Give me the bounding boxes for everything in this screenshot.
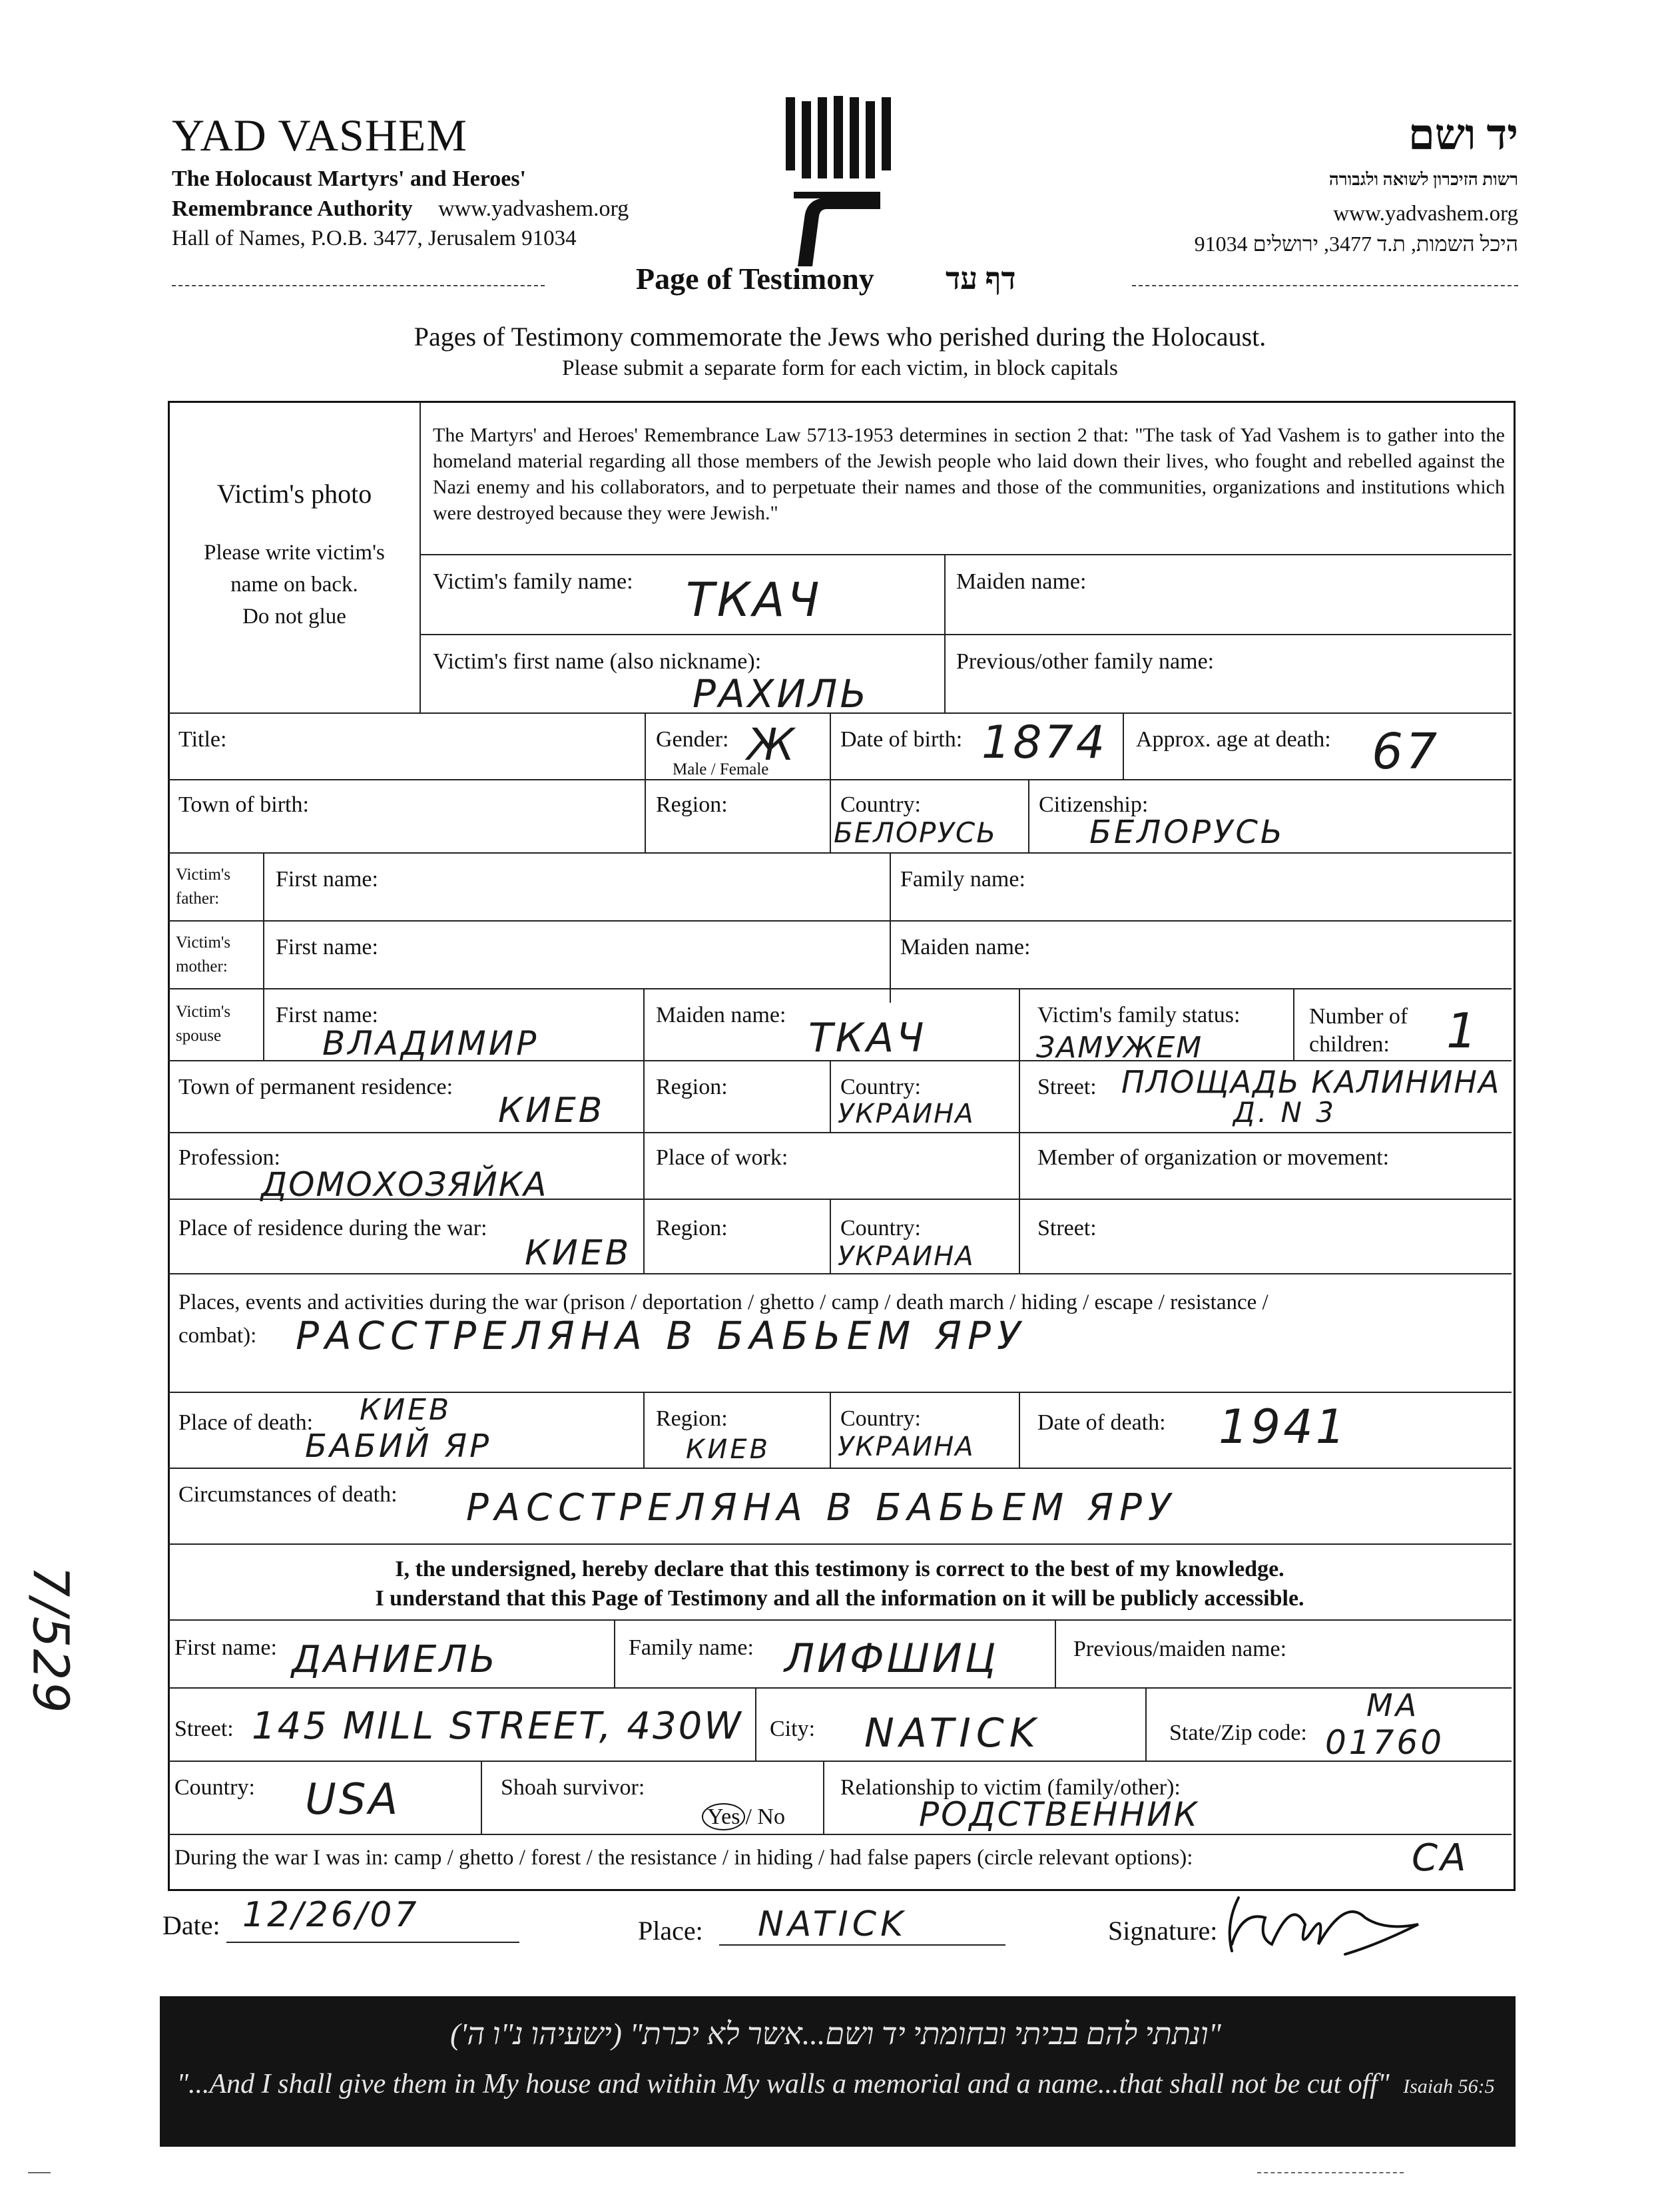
member-label: Member of organization or movement:: [1037, 1145, 1390, 1170]
intro-line-2: Please submit a separate form for each victim, in block capitals: [562, 356, 1118, 380]
quote-ref: Isaiah 56:5: [1403, 2075, 1495, 2097]
victim-family-name-label: Victim's family name:: [433, 569, 633, 594]
residence-town-label: Town of permanent residence:: [178, 1075, 453, 1099]
photo-note-3: Do not glue: [242, 605, 346, 629]
photo-note-2: name on back.: [230, 573, 358, 597]
date-label: Date:: [162, 1910, 220, 1940]
death-date-label: Date of death:: [1037, 1410, 1166, 1435]
photo-box[interactable]: [170, 404, 418, 711]
residence-town-value[interactable]: КИЕВ: [498, 1091, 605, 1131]
dob-value[interactable]: 1874: [981, 716, 1108, 769]
residence-street-value-1[interactable]: ПЛОЩАДЬ КАЛИНИНА: [1121, 1064, 1501, 1100]
spouse-row-label: Victim's spouse: [176, 1003, 231, 1045]
victim-family-name-value[interactable]: ТКАЧ: [686, 573, 822, 627]
address-en: Hall of Names, P.O.B. 3477, Jerusalem 91034: [172, 226, 577, 250]
survivor-no-option[interactable]: / No: [745, 1804, 785, 1829]
spouse-maiden-name-label: Maiden name:: [656, 1003, 786, 1027]
declaration-line-1: I, the undersigned, hereby declare that this testimony is correct to the best of my knowledge.: [395, 1557, 1284, 1581]
victim-first-name-label: Victim's first name (also nickname):: [433, 649, 762, 674]
submitter-first-name-label: First name:: [174, 1635, 277, 1660]
submitter-street-value[interactable]: 145 MILL STREET, 430W: [252, 1705, 743, 1748]
citizenship-value[interactable]: БЕЛОРУСЬ: [1089, 814, 1285, 851]
father-family-name-label: Family name:: [900, 867, 1025, 892]
submitter-family-name-value[interactable]: ЛИФШИЦ: [784, 1635, 999, 1682]
mother-first-name-label: First name:: [276, 935, 378, 959]
survivor-yes-option[interactable]: Yes: [702, 1803, 745, 1830]
website-en: www.yadvashem.org: [438, 196, 629, 221]
death-circumstances-value[interactable]: РАССТРЕЛЯНА В БАБЬЕМ ЯРУ: [466, 1486, 1177, 1529]
town-birth-label: Town of birth:: [178, 792, 309, 817]
death-place-value-2[interactable]: БАБИЙ ЯР: [305, 1428, 492, 1465]
org-name-en: YAD VASHEM: [172, 110, 467, 160]
war-events-value[interactable]: РАССТРЕЛЯНА В БАБЬЕМ ЯРУ: [296, 1313, 1027, 1358]
war-residence-town-value[interactable]: КИЕВ: [525, 1233, 632, 1273]
form-title-he: דף עד: [946, 262, 1016, 296]
citizenship-label: Citizenship:: [1039, 792, 1149, 817]
submitter-state-zip-label: State/Zip code:: [1169, 1721, 1307, 1745]
spouse-maiden-name-value[interactable]: ТКАЧ: [808, 1015, 927, 1061]
declaration-line-2: I understand that this Page of Testimony and all the information on it will be publicly accessible.: [375, 1586, 1304, 1611]
submitter-state-value[interactable]: MA: [1366, 1687, 1420, 1723]
signature-drawing[interactable]: [1212, 1871, 1432, 1964]
org-subtitle-2: [172, 196, 629, 222]
profession-label: Profession:: [178, 1145, 280, 1170]
residence-country-label: Country:: [840, 1075, 921, 1099]
margin-note: 7/529: [21, 1565, 79, 1715]
death-place-label: Place of death:: [178, 1410, 314, 1435]
residence-street-value-2[interactable]: Д. N 3: [1233, 1096, 1337, 1129]
maiden-name-label: Maiden name:: [956, 569, 1087, 594]
header-rule-right: [1132, 285, 1518, 286]
law-text: The Martyrs' and Heroes' Remembrance Law 5713-1953 determines in section 2 that: "The task of Yad Vashem is to gather into the homeland material regarding all those members of the Jewish people who laid down their lives, who fought and rebelled against the Nazi enemy and his collaborators, and to perpetuate their names and those of the communities, organizations and institutions which were destroyed because they were Jewish.": [433, 424, 1505, 524]
survivor-options: [702, 1804, 785, 1830]
mother-maiden-name-label: Maiden name:: [900, 935, 1031, 959]
website-he: www.yadvashem.org: [1333, 202, 1518, 226]
war-residence-country-label: Country:: [840, 1216, 921, 1240]
birth-region-label: Region:: [656, 792, 728, 817]
submitter-country-value[interactable]: USA: [305, 1775, 401, 1824]
photo-note-1: Please write victim's: [204, 541, 385, 565]
victim-first-name-value[interactable]: РАХИЛЬ: [693, 671, 870, 716]
gender-value[interactable]: Ж: [747, 719, 798, 770]
quote-en-text: "...And I shall give them in My house and within My walls a memorial and a name...that shall not be cut off": [176, 2069, 1390, 2099]
war-residence-region-label: Region:: [656, 1216, 728, 1240]
mother-row-label: Victim's mother:: [176, 934, 231, 975]
children-label-2: children:: [1309, 1032, 1390, 1057]
signature-label: Signature:: [1108, 1916, 1218, 1946]
children-label-1: Number of: [1309, 1004, 1408, 1029]
relationship-value[interactable]: РОДСТВЕННИК: [919, 1795, 1200, 1834]
prev-family-name-label: Previous/other family name:: [956, 649, 1215, 674]
gender-sub: Male / Female: [673, 760, 769, 778]
death-place-value-1[interactable]: КИЕВ: [360, 1393, 452, 1427]
spouse-first-name-value[interactable]: ВЛАДИМИР: [322, 1024, 539, 1063]
org-subtitle-he: רשות הזיכרון לשואה ולגבורה: [1328, 170, 1518, 189]
org-subtitle-1: The Holocaust Martyrs' and Heroes': [172, 166, 526, 191]
dob-label: Date of birth:: [840, 727, 963, 752]
relationship-label: Relationship to victim (family/other):: [840, 1775, 1181, 1800]
gender-label: Gender:: [656, 727, 729, 752]
residence-region-label: Region:: [656, 1075, 728, 1099]
father-first-name-label: First name:: [276, 867, 378, 892]
residence-street-label: Street:: [1037, 1075, 1097, 1099]
date-value[interactable]: 12/26/07: [242, 1895, 420, 1935]
spouse-first-name-label: First name:: [276, 1003, 378, 1027]
org-subtitle-2-text: Remembrance Authority: [172, 196, 413, 221]
submitter-first-name-value[interactable]: ДАНИЕЛЬ: [292, 1638, 498, 1681]
profession-value[interactable]: ДОМОХОЗЯЙКА: [261, 1165, 548, 1204]
submitter-street-label: Street:: [174, 1717, 234, 1741]
death-region-label: Region:: [656, 1406, 728, 1431]
war-events-label-1: Places, events and activities during the war (prison / deportation / ghetto / camp / death march / hiding / escape / resistance /: [178, 1290, 1268, 1314]
quote-banner: [160, 1996, 1516, 2147]
father-row-label: Victim's father:: [176, 866, 231, 908]
form-title: Page of Testimony: [636, 262, 874, 296]
age-value[interactable]: 67: [1372, 723, 1440, 780]
submitter-city-value[interactable]: NATICK: [864, 1710, 1041, 1757]
war-residence-country-value[interactable]: УКРАИНА: [838, 1241, 975, 1272]
date-line: [226, 1942, 519, 1943]
submitter-country-label: Country:: [174, 1775, 255, 1800]
place-line: [719, 1944, 1005, 1946]
menorah-logo-icon: [780, 92, 897, 272]
place-label: Place:: [638, 1916, 703, 1946]
children-value[interactable]: 1: [1446, 1003, 1480, 1059]
survivor-label: Shoah survivor:: [501, 1775, 645, 1800]
family-status-value[interactable]: ЗАМУЖЕМ: [1036, 1031, 1203, 1065]
age-label: Approx. age at death:: [1136, 727, 1331, 752]
quote-he: "ונתתי להם בביתי ובחומתי יד ושם...אשר לא יכרת" (ישעיהו נ"ו ה'): [450, 2017, 1221, 2051]
header-rule-left: [172, 285, 545, 286]
title-label: Title:: [178, 727, 227, 752]
war-residence-label: Place of residence during the war:: [178, 1216, 487, 1240]
war-events-label-2: combat):: [178, 1324, 257, 1348]
intro-line-1: Pages of Testimony commemorate the Jews who perished during the Holocaust.: [414, 322, 1266, 352]
war-location-label: During the war I was in: camp / ghetto / forest / the resistance / in hiding / had false papers (circle relevant options):: [174, 1846, 1193, 1870]
family-status-label: Victim's family status:: [1037, 1003, 1241, 1027]
scan-mark-left: [28, 2172, 51, 2173]
place-value[interactable]: NATICK: [758, 1904, 908, 1944]
submitter-zip-value[interactable]: 01760: [1325, 1723, 1445, 1762]
death-country-value[interactable]: УКРАИНА: [838, 1432, 975, 1462]
photo-title: Victim's photo: [216, 479, 372, 509]
residence-country-value[interactable]: УКРАИНА: [838, 1099, 975, 1129]
org-name-he: יד ושם: [1408, 111, 1518, 158]
war-location-value[interactable]: CA: [1412, 1836, 1469, 1880]
workplace-label: Place of work:: [656, 1145, 788, 1170]
birth-country-label: Country:: [840, 792, 921, 817]
death-date-value[interactable]: 1941: [1219, 1400, 1348, 1454]
war-residence-street-label: Street:: [1037, 1216, 1097, 1240]
address-he: היכל השמות, ת.ד 3477, ירושלים 91034: [1194, 232, 1518, 256]
submitter-family-name-label: Family name:: [629, 1635, 754, 1660]
death-country-label: Country:: [840, 1406, 921, 1431]
death-circumstances-label: Circumstances of death:: [178, 1482, 398, 1507]
quote-en: [173, 2068, 1498, 2100]
submitter-city-label: City:: [770, 1717, 816, 1741]
death-region-value[interactable]: КИЕВ: [686, 1434, 771, 1465]
birth-country-value[interactable]: БЕЛОРУСЬ: [834, 816, 997, 849]
submitter-prev-name-label: Previous/maiden name:: [1073, 1637, 1287, 1661]
scan-mark-right: [1257, 2172, 1404, 2173]
